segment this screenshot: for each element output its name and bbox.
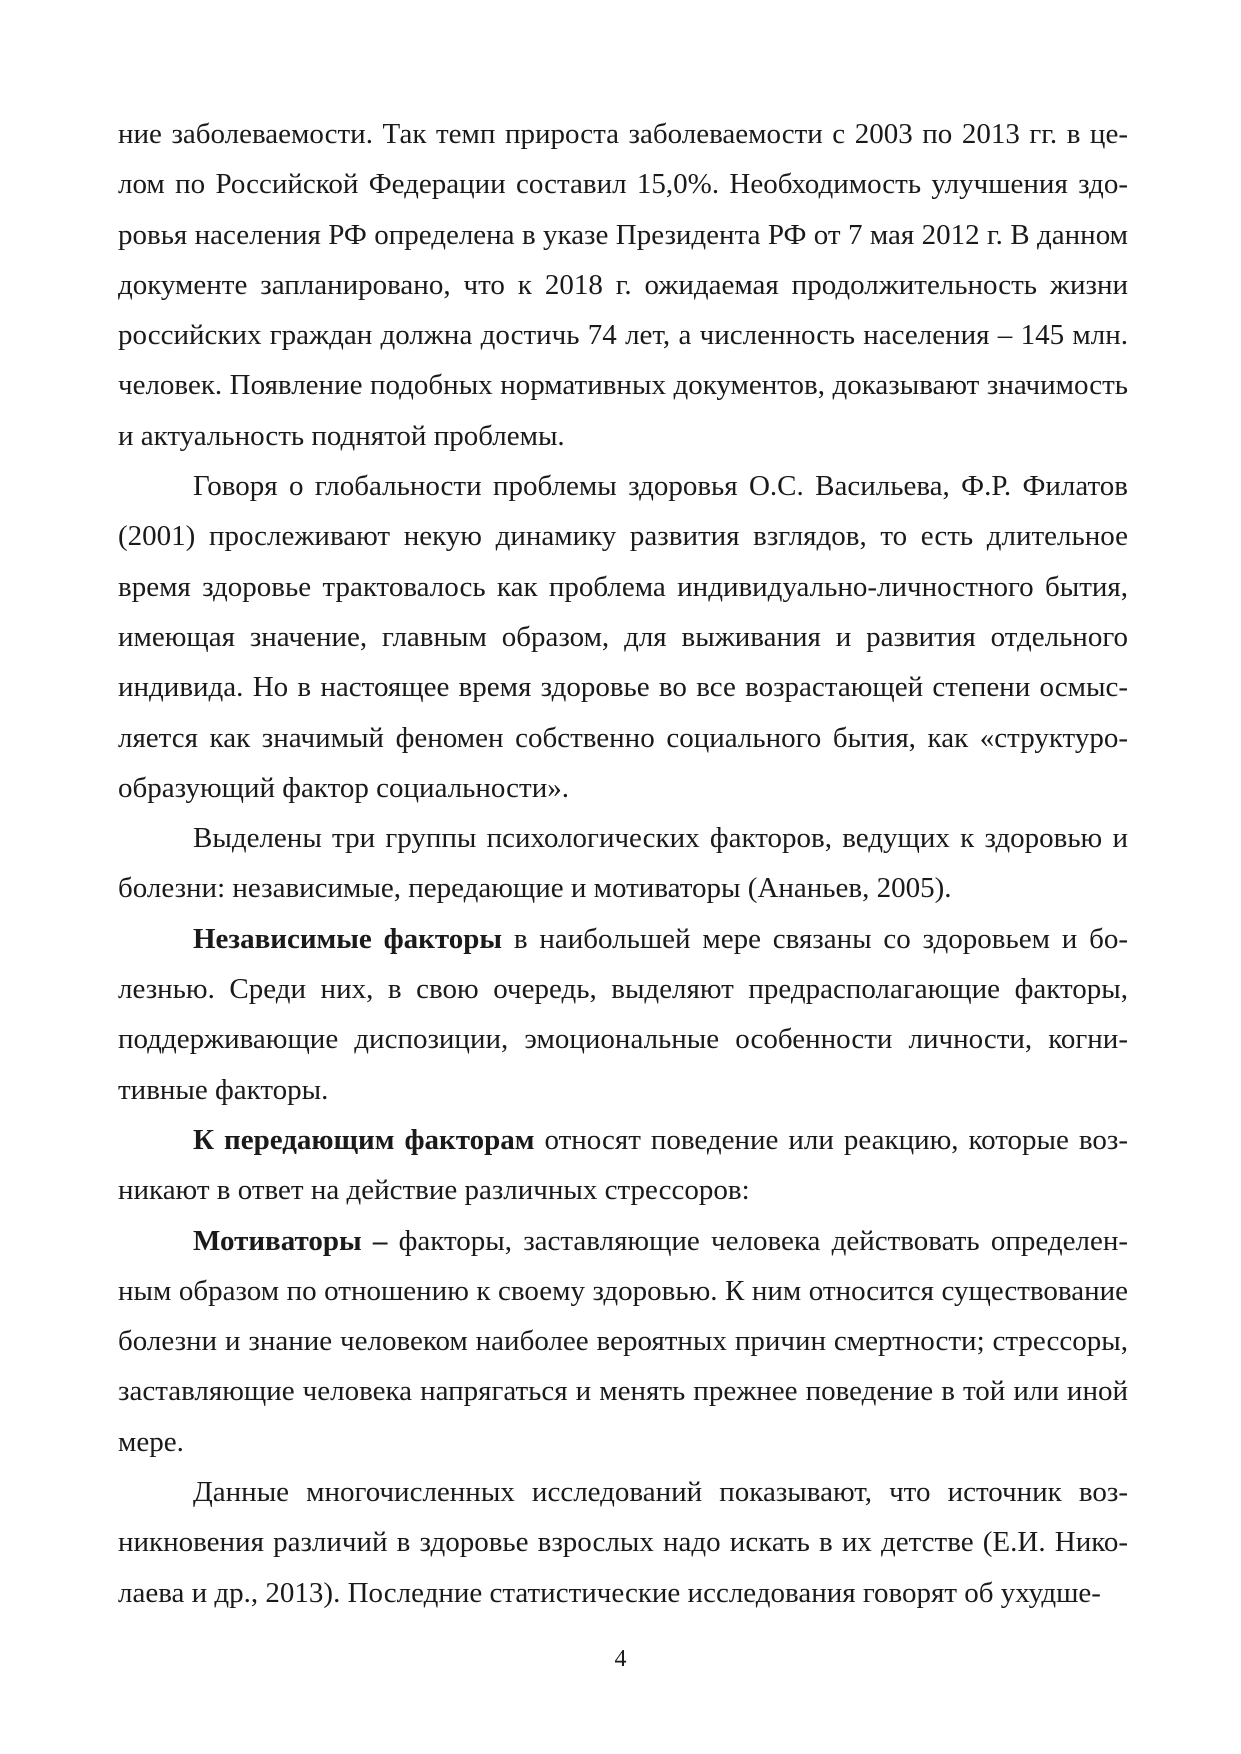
- paragraph-5-lead-term: К передающим факторам: [193, 1123, 535, 1156]
- paragraph-4-text: в наибольшей мере связаны со здоровьем и болезнью. Среди них, в свою очередь, выделяют предрасполагающие факторы, поддерживающие диспозиции, эмоциональные особенности личности, когнитивные факторы.: [118, 922, 1128, 1106]
- paragraph-6: [118, 1216, 1128, 1467]
- paragraph-5: [118, 1115, 1128, 1216]
- paragraph-1-text: ние заболеваемости. Так темп прироста заболеваемости с 2003 по 2013 гг. в целом по Российской Федерации составил 15,0%. Необходимость улучшения здоровья населения РФ определена в указе Президента РФ от 7 мая 2012 г. В данном документе запланировано, что к 2018 г. ожидаемая продолжительность жизни российских граждан должна достичь 74 лет, а численность населения – 145 млн. человек. Появление подобных нормативных документов, доказывают значимость и актуальность поднятой проблемы.: [118, 118, 1128, 452]
- paragraph-7-text: Данные многочисленных исследований показывают, что источник возникновения различий в здоровье взрослых надо искать в их детстве (Е.И. Николаева и др., 2013). Последние статистические исследования говорят об ухудше-: [118, 1476, 1128, 1609]
- paragraph-4-lead-term: Независимые факторы: [193, 922, 503, 955]
- paragraph-2: [118, 461, 1128, 813]
- paragraph-4: [118, 914, 1128, 1115]
- paragraph-6-lead-term: Мотиваторы –: [193, 1224, 388, 1257]
- paragraph-1: [118, 109, 1128, 461]
- paragraph-3-text: Выделены три группы психологических факторов, ведущих к здоровью и болезни: независимые, передающие и мотиваторы (Ананьев, 2005).: [118, 822, 1128, 905]
- paragraph-2-text: Говоря о глобальности проблемы здоровья О.С. Васильева, Ф.Р. Филатов (2001) прослеживают некую динамику развития взглядов, то есть длительное время здоровье трактовалось как проблема индивидуально-личностного бытия, имеющая значение, главным образом, для выживания и развития отдельного индивида. Но в настоящее время здоровье во все возрастающей степени осмысляется как значимый феномен собственно социального бытия, как «структурообразующий фактор социальности».: [118, 470, 1128, 804]
- body-text: [118, 109, 1128, 1618]
- page-number: 4: [614, 1646, 627, 1672]
- paragraph-5-text: относят поведение или реакцию, которые возникают в ответ на действие различных стрессоров:: [118, 1123, 1128, 1207]
- paragraph-6-text: факторы, заставляющие человека действовать определенным образом по отношению к своему здоровью. К ним относится существование болезни и знание человеком наиболее вероятных причин смертности; стрессоры, заставляющие человека напрягаться и менять прежнее поведение в той или иной мере.: [118, 1224, 1129, 1458]
- paragraph-3: [118, 813, 1128, 914]
- paragraph-7: [118, 1467, 1128, 1618]
